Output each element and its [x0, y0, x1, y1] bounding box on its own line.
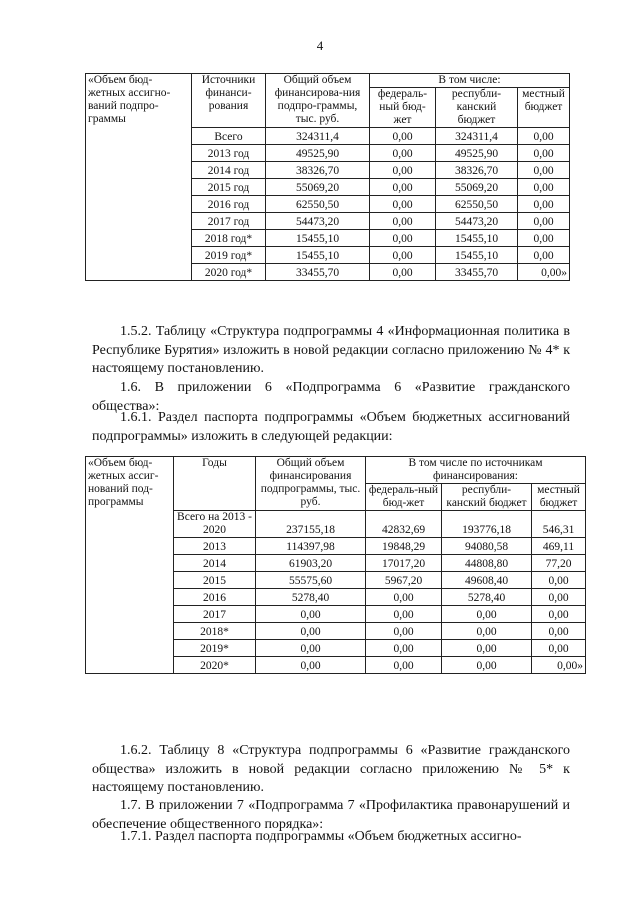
table1-total: 38326,70 — [266, 162, 370, 179]
table1-source: 2016 год — [192, 196, 266, 213]
paragraph-text: 1.5.2. Таблицу «Структура подпрограммы 4 «Информационная политика в Республике Бурятия» изложить в новой редакции согласно приложению № 4* к настоящему постановлению. — [92, 324, 570, 376]
table2-year: 2015 — [174, 572, 256, 589]
table1-local: 0,00 — [518, 230, 570, 247]
table2-col-group: В том числе по источникам финансирования: — [366, 457, 586, 484]
table1-source: 2015 год — [192, 179, 266, 196]
table2-col-republic: республи-канский бюджет — [442, 484, 532, 511]
table2-republic: 0,00 — [442, 623, 532, 640]
table1-col-republic: республи-канский бюджет — [436, 88, 518, 128]
table1-source: 2013 год — [192, 145, 266, 162]
table2-local: 0,00 — [532, 623, 586, 640]
table1-total: 33455,70 — [266, 264, 370, 281]
table2-federal: 42832,69 — [366, 511, 442, 538]
table2-federal: 17017,20 — [366, 555, 442, 572]
table1-local: 0,00 — [518, 145, 570, 162]
table2-local: 0,00 — [532, 606, 586, 623]
table1-source: 2020 год* — [192, 264, 266, 281]
table1-republic: 38326,70 — [436, 162, 518, 179]
table1-local: 0,00 — [518, 196, 570, 213]
table2-federal: 0,00 — [366, 623, 442, 640]
paragraph-1-6-2 — [92, 742, 570, 798]
table1-republic: 33455,70 — [436, 264, 518, 281]
table1-federal: 0,00 — [370, 213, 436, 230]
table2-federal: 0,00 — [366, 589, 442, 606]
table1-local: 0,00 — [518, 179, 570, 196]
table1-local: 0,00 — [518, 128, 570, 145]
table1-republic: 62550,50 — [436, 196, 518, 213]
table2-total: 5278,40 — [256, 589, 366, 606]
table1-source: 2018 год* — [192, 230, 266, 247]
table1-republic: 15455,10 — [436, 230, 518, 247]
table2-republic: 44808,80 — [442, 555, 532, 572]
table2-year: 2017 — [174, 606, 256, 623]
table2-federal: 0,00 — [366, 640, 442, 657]
budget-table-subprogram-4 — [85, 73, 570, 281]
table1-source: Всего — [192, 128, 266, 145]
paragraph-1-6-1 — [92, 409, 570, 446]
table1-republic: 49525,90 — [436, 145, 518, 162]
budget-table-subprogram-6 — [85, 456, 586, 674]
table2-local: 77,20 — [532, 555, 586, 572]
table1-total: 15455,10 — [266, 230, 370, 247]
table1-republic: 15455,10 — [436, 247, 518, 264]
table2-federal: 5967,20 — [366, 572, 442, 589]
table2-total: 114397,98 — [256, 538, 366, 555]
table2-federal: 19848,29 — [366, 538, 442, 555]
table2-year: 2019* — [174, 640, 256, 657]
table2-total: 0,00 — [256, 623, 366, 640]
paragraph-text: 1.6. В приложении 6 «Подпрограмма 6 «Развитие гражданского общества»: — [92, 380, 570, 414]
table1-federal: 0,00 — [370, 128, 436, 145]
table2-local: 0,00 — [532, 572, 586, 589]
table1-total: 55069,20 — [266, 179, 370, 196]
table1-total: 49525,90 — [266, 145, 370, 162]
table2-republic: 193776,18 — [442, 511, 532, 538]
table1-col-federal: федераль-ный бюд-жет — [370, 88, 436, 128]
table2-local: 0,00 — [532, 589, 586, 606]
table2-republic: 49608,40 — [442, 572, 532, 589]
table2-col-federal: федераль-ный бюд-жет — [366, 484, 442, 511]
table1-republic: 55069,20 — [436, 179, 518, 196]
paragraph-text: 1.7. В приложении 7 «Подпрограмма 7 «Профилактика правонарушений и обеспечение общественного порядка»: — [92, 798, 570, 832]
table2-col-local: местный бюджет — [532, 484, 586, 511]
table1-row-header: «Объем бюд-жетных ассигно-ваний подпро-граммы — [86, 74, 192, 281]
table2-year: 2020* — [174, 657, 256, 674]
table1-federal: 0,00 — [370, 162, 436, 179]
table2-local: 0,00 — [532, 640, 586, 657]
table1-total: 324311,4 — [266, 128, 370, 145]
table1-total: 54473,20 — [266, 213, 370, 230]
table2-total: 0,00 — [256, 657, 366, 674]
table2-year: 2014 — [174, 555, 256, 572]
table1-local: 0,00 — [518, 213, 570, 230]
table1-federal: 0,00 — [370, 247, 436, 264]
paragraph-1-5-2 — [92, 323, 570, 379]
table2-federal: 0,00 — [366, 657, 442, 674]
table2-year: 2016 — [174, 589, 256, 606]
table1-federal: 0,00 — [370, 264, 436, 281]
table2-year: 2013 — [174, 538, 256, 555]
table1-local: 0,00 — [518, 162, 570, 179]
table1-total: 62550,50 — [266, 196, 370, 213]
table1-republic: 324311,4 — [436, 128, 518, 145]
paragraph-text: 1.6.2. Таблицу 8 «Структура подпрограммы 6 «Развитие гражданского общества» изложить в новой редакции согласно приложению № 5* к настоящему постановлению. — [92, 743, 570, 795]
table1-source: 2014 год — [192, 162, 266, 179]
table2-total: 55575,60 — [256, 572, 366, 589]
table2-col-total: Общий объем финансирования подпрограммы, тыс. руб. — [256, 457, 366, 511]
table2-total: 61903,20 — [256, 555, 366, 572]
table2-republic: 0,00 — [442, 640, 532, 657]
table1-local: 0,00 — [518, 247, 570, 264]
table2-local: 469,11 — [532, 538, 586, 555]
table2-local: 546,31 — [532, 511, 586, 538]
paragraph-text: 1.7.1. Раздел паспорта подпрограммы «Объем бюджетных ассигно- — [120, 829, 522, 844]
table2-year: 2018* — [174, 623, 256, 640]
table1-federal: 0,00 — [370, 196, 436, 213]
table2-republic: 0,00 — [442, 606, 532, 623]
table1-col-local: местный бюджет — [518, 88, 570, 128]
table1-total: 15455,10 — [266, 247, 370, 264]
table2-republic: 5278,40 — [442, 589, 532, 606]
table2-republic: 0,00 — [442, 657, 532, 674]
table2-federal: 0,00 — [366, 606, 442, 623]
table1-source: 2019 год* — [192, 247, 266, 264]
table2-year: Всего на 2013 - 2020 — [174, 511, 256, 538]
table1-federal: 0,00 — [370, 179, 436, 196]
table1-federal: 0,00 — [370, 145, 436, 162]
table1-col-total: Общий объем финансирова-ния подпро-граммы, тыс. руб. — [266, 74, 370, 128]
table1-source: 2017 год — [192, 213, 266, 230]
table2-col-years: Годы — [174, 457, 256, 511]
table2-total: 0,00 — [256, 640, 366, 657]
table1-local: 0,00» — [518, 264, 570, 281]
table2-local: 0,00» — [532, 657, 586, 674]
table2-total: 0,00 — [256, 606, 366, 623]
table2-republic: 94080,58 — [442, 538, 532, 555]
table1-republic: 54473,20 — [436, 213, 518, 230]
table2-total: 237155,18 — [256, 511, 366, 538]
paragraph-1-7-1 — [92, 828, 570, 847]
table1-col-group: В том числе: — [370, 74, 570, 88]
paragraph-text: 1.6.1. Раздел паспорта подпрограммы «Объем бюджетных ассигнований подпрограммы» изложить в следующей редакции: — [92, 410, 570, 444]
table2-row-header: «Объем бюд-жетных ассиг-нований под-программы — [86, 457, 174, 674]
table1-col-sources: Источники финанси-рования — [192, 74, 266, 128]
table1-federal: 0,00 — [370, 230, 436, 247]
page-number: 4 — [316, 38, 324, 53]
